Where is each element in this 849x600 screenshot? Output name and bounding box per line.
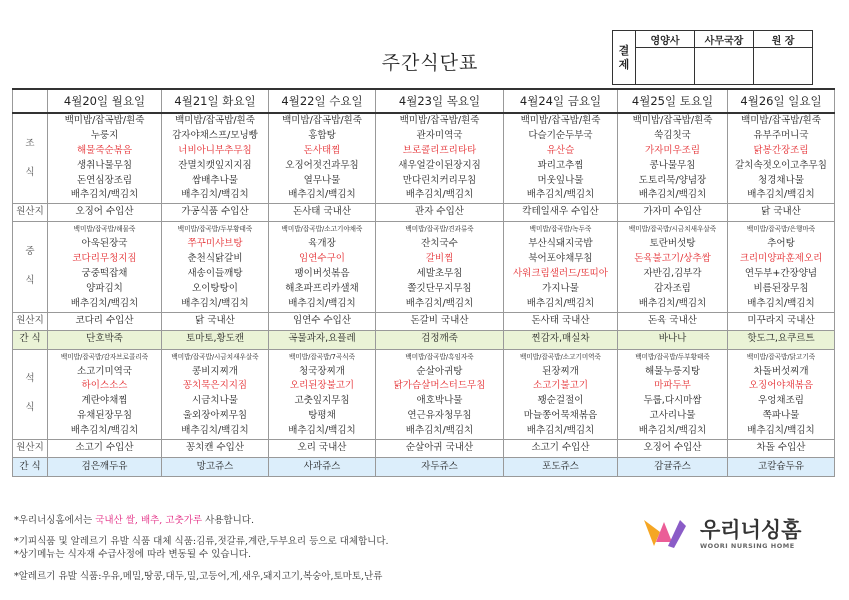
menu-item: 닭봉간장조림 [753, 144, 809, 156]
menu-item: 배추김치/백김치 [70, 189, 139, 201]
lunch-cell-day5 [504, 222, 618, 312]
menu-item: 브로콜리프리타타 [402, 144, 477, 156]
breakfast-cell-day5 [504, 113, 618, 204]
menu-item: 가자미우조림 [644, 144, 701, 156]
lunch-row [13, 222, 835, 312]
menu-item: 배추김치/백김치 [526, 189, 595, 201]
lunch-cell-day6 [618, 222, 728, 312]
menu-item: 탕평채 [308, 410, 336, 422]
menu-item: 백미밥/잡곡밥/녹두죽 [529, 225, 592, 234]
menu-item: 해초파프리카샐채 [285, 282, 359, 294]
menu-item: 백미밥/잡곡밥/해물죽 [73, 225, 136, 234]
snack2-cell-day2: 망고쥬스 [162, 458, 269, 477]
menu-item: 백미밥/잡곡밥/흰죽 [175, 115, 255, 126]
origin-cell: 가공식품 수입산 [162, 204, 269, 222]
breakfast-cell-day4 [376, 113, 504, 204]
breakfast-cell-day7 [728, 113, 835, 204]
snack2-cell-day7: 고칼슘두유 [728, 458, 835, 477]
lunch-cell-day7 [728, 222, 835, 312]
origin-label: 원산지 [13, 204, 48, 222]
origin-cell: 소고기 수입산 [48, 440, 162, 458]
origin-cell: 오징어 수입산 [618, 440, 728, 458]
menu-item: 궁중떡잡채 [81, 268, 128, 280]
dinner-cell-day2 [162, 349, 269, 439]
menu-item: 연두부+간장양념 [744, 268, 818, 280]
note-rice: *우리너싱홈에서는 국내산 쌀, 배추, 고춧가루 사용합니다. [14, 515, 254, 526]
menu-item: 가지나물 [542, 282, 579, 294]
snack-label: 간 식 [13, 330, 48, 349]
lunch-cell-day2 [162, 222, 269, 312]
approval-role-manager: 사무국장 [695, 31, 754, 48]
menu-item: 생취나물무침 [76, 159, 133, 171]
menu-item: 울외장아찌무침 [182, 410, 248, 422]
menu-item: 배추김치/백김치 [638, 425, 707, 437]
menu-item: 잔치국수 [421, 238, 458, 250]
menu-item: 배추김치/백김치 [288, 189, 356, 201]
dinner-cell-day3 [269, 349, 376, 439]
menu-item: 백미밥/잡곡밥/흰죽 [282, 115, 362, 126]
menu-item: 애호박나물 [416, 395, 463, 407]
day-header-row [13, 89, 835, 113]
menu-item: 백미밥/잡곡밥/소고기미역죽 [520, 352, 601, 361]
dinner-row [13, 349, 835, 439]
dinner-origin-row [13, 440, 835, 458]
menu-item: 시금치나물 [192, 395, 238, 407]
menu-item: 해물죽순볶음 [76, 144, 133, 156]
menu-item: 돈연심장조림 [76, 174, 133, 186]
menu-item: 오징어야채볶음 [748, 380, 814, 392]
menu-item: 하이스소스 [81, 380, 128, 392]
origin-cell: 미꾸라지 국내산 [728, 312, 835, 330]
menu-item: 꽹순걸절이 [537, 395, 584, 407]
menu-item: 크리미양파훈제오리 [739, 253, 823, 265]
menu-item: 꽁치묵은지지짐 [182, 380, 248, 392]
menu-item: 돈사태찜 [303, 144, 341, 156]
menu-item: 백미밥/잡곡밥/소고기야채죽 [281, 225, 363, 234]
origin-cell: 코다리 수입산 [48, 312, 162, 330]
menu-item: 배추김치/백김치 [181, 297, 249, 309]
menu-item: 춘천식닭갈비 [187, 253, 243, 265]
menu-item: 사워크림샐러드/또띠아 [513, 268, 608, 280]
lunch-cell-day1 [48, 222, 162, 312]
origin-cell: 오리 국내산 [269, 440, 376, 458]
menu-item: 열무나물 [303, 174, 341, 186]
snack1-cell-day6: 바나나 [618, 330, 728, 349]
origin-cell: 오징어 수입산 [48, 204, 162, 222]
breakfast-origin-row [13, 204, 835, 222]
dinner-cell-day1 [48, 349, 162, 439]
menu-item: 고춧잎지무침 [294, 395, 350, 407]
approval-role-dietitian: 영양사 [636, 31, 695, 48]
snack1-cell-day3: 곡물과자,요플레 [269, 330, 376, 349]
menu-item: 된장찌개 [542, 365, 579, 377]
menu-item: 백미밥/잡곡밥/닭고기죽 [746, 352, 816, 361]
origin-cell: 돈갈비 국내산 [376, 312, 504, 330]
snack1-cell-day1: 단호박죽 [48, 330, 162, 349]
menu-item: 백미밥/잡곡밥/시금치새우살죽 [171, 352, 259, 361]
origin-label: 원산지 [13, 440, 48, 458]
menu-item: 쭈꾸미샤브탕 [187, 238, 243, 250]
menu-item: 갈비찜 [425, 253, 454, 265]
menu-item: 머웃잎나물 [537, 174, 584, 186]
menu-item: 배추김치/백김치 [181, 425, 249, 437]
menu-item: 연근유자청무침 [407, 410, 472, 422]
menu-item: 소고기불고기 [532, 380, 589, 392]
menu-item: 비름된장무침 [753, 282, 809, 294]
menu-item: 청국장찌개 [299, 365, 345, 377]
menu-item: 쫄깃단무지무침 [407, 282, 472, 294]
weekly-menu-table [12, 88, 835, 477]
menu-item: 백미밥/잡곡밥/흰죽 [741, 115, 821, 126]
menu-item: 돈육불고기/상추쌈 [634, 253, 711, 265]
menu-item: 유부주머니국 [753, 129, 809, 141]
lunch-cell-day3 [269, 222, 376, 312]
menu-item: 콩나물무침 [649, 159, 696, 171]
menu-item: 팽이버섯볶음 [294, 268, 350, 280]
dinner-cell-day4 [376, 349, 504, 439]
breakfast-label: 조 식 [13, 113, 48, 204]
menu-item: 북어포야채무침 [528, 253, 593, 265]
menu-item: 백미밥/잡곡밥/은행마죽 [746, 225, 816, 234]
dinner-label: 석 식 [13, 349, 48, 439]
menu-item: 배추김치/백김치 [405, 425, 474, 437]
menu-item: 양파김치 [86, 282, 123, 294]
snack1-cell-day2: 토마토,황도캔 [162, 330, 269, 349]
lunch-label: 중 식 [13, 222, 48, 312]
menu-item: 계란야채찜 [81, 395, 128, 407]
menu-item: 우엉채조림 [758, 395, 804, 407]
approval-sign-cell[interactable] [636, 48, 695, 85]
snack2-cell-day4: 자두쥬스 [376, 458, 504, 477]
menu-item: 콩비지찌개 [192, 365, 238, 377]
menu-item: 잔멸치캣잎지지짐 [178, 159, 252, 171]
snack2-row [13, 458, 835, 477]
menu-item: 유산슬 [546, 144, 575, 156]
logo-subtitle: WOORI NURSING HOME [700, 542, 795, 550]
menu-item: 백미밥/잡곡밥/시금치새우살죽 [628, 225, 717, 234]
origin-label: 원산지 [13, 312, 48, 330]
note-menu-change: *상기메뉴는 식자재 수급사정에 따라 변동될 수 있습니다. [14, 549, 251, 560]
origin-cell: 소고기 수입산 [504, 440, 618, 458]
day-header-1: 4월20일 월요일 [48, 89, 162, 113]
menu-item: 감자야채스프/모닝빵 [172, 129, 258, 141]
menu-item: 차돌버섯찌개 [753, 365, 809, 377]
menu-item: 쪽파나물 [762, 410, 800, 422]
breakfast-cell-day6 [618, 113, 728, 204]
menu-item: 갈치속젓오이고추무침 [735, 159, 827, 171]
menu-item: 배추김치/백김치 [747, 189, 815, 201]
menu-item: 배추김치/백김치 [288, 297, 356, 309]
breakfast-row [13, 113, 835, 204]
menu-item: 코다리무청지짐 [72, 253, 137, 265]
day-header-7: 4월26일 일요일 [728, 89, 835, 113]
menu-item: 마늘쫑어묵채볶음 [523, 410, 598, 422]
snack2-cell-day3: 사과쥬스 [269, 458, 376, 477]
snack-label: 간 식 [13, 458, 48, 477]
menu-item: 배추김치/백김치 [526, 297, 595, 309]
menu-item: 토란버섯탕 [649, 238, 696, 250]
snack2-cell-day1: 검은깨두유 [48, 458, 162, 477]
lunch-cell-day4 [376, 222, 504, 312]
menu-item: 백미밥/잡곡밥/감자브로콜리죽 [60, 352, 149, 361]
menu-item: 만다린치커리무침 [402, 174, 477, 186]
breakfast-cell-day3 [269, 113, 376, 204]
menu-item: 배추김치/백김치 [747, 425, 815, 437]
origin-cell: 관자 수입산 [376, 204, 504, 222]
dinner-cell-day5 [504, 349, 618, 439]
menu-item: 다슬기순두부국 [528, 129, 593, 141]
menu-item: 관자미역국 [416, 129, 463, 141]
snack1-cell-day4: 검정깨죽 [376, 330, 504, 349]
lunch-origin-row [13, 312, 835, 330]
approval-box [612, 30, 813, 85]
note-allergens: *알레르기 유발 식품:우유,메밀,땅콩,대두,밀,고등어,게,새우,돼지고기,복숭아,토마토,난류 [14, 571, 383, 582]
menu-item: 배추김치/백김치 [181, 189, 249, 201]
menu-item: 배추김치/백김치 [638, 189, 707, 201]
menu-item: 도토리묵/양념장 [638, 174, 707, 186]
day-header-3: 4월22일 수요일 [269, 89, 376, 113]
menu-item: 새우얼갈이된장지짐 [398, 159, 481, 171]
menu-item: 오이탕탕이 [192, 282, 238, 294]
menu-item: 유채된장무침 [76, 410, 133, 422]
menu-item: 청경채나물 [758, 174, 804, 186]
dinner-cell-day7 [728, 349, 835, 439]
snack1-cell-day7: 핫도그,요쿠르트 [728, 330, 835, 349]
menu-item: 쌈배추나물 [192, 174, 238, 186]
approval-sign-cell[interactable] [695, 48, 754, 85]
menu-item: 육개장 [308, 238, 336, 250]
approval-sign-cell[interactable] [754, 48, 813, 85]
breakfast-cell-day1 [48, 113, 162, 204]
breakfast-cell-day2 [162, 113, 269, 204]
menu-item: 오리된장불고기 [289, 380, 355, 392]
menu-item: 임연수구이 [299, 253, 345, 265]
menu-item: 해물누룽지탕 [644, 365, 701, 377]
menu-item: 마파두부 [654, 380, 691, 392]
menu-item: 고사리나물 [649, 410, 696, 422]
dinner-cell-day6 [618, 349, 728, 439]
day-header-6: 4월25일 토요일 [618, 89, 728, 113]
menu-item: 배추김치/백김치 [747, 297, 815, 309]
origin-cell: 차돌 수입산 [728, 440, 835, 458]
menu-item: 아욱된장국 [81, 238, 128, 250]
menu-item: 너비아니부추무침 [178, 144, 252, 156]
menu-item: 배추김치/백김치 [70, 297, 139, 309]
menu-item: 백미밥/잡곡밥/흑임자죽 [405, 352, 474, 361]
menu-item: 백미밥/잡곡밥/흰죽 [399, 115, 480, 126]
origin-cell: 임연수 수입산 [269, 312, 376, 330]
menu-item: 배추김치/백김치 [638, 297, 707, 309]
menu-item: 오징어젓건과무침 [285, 159, 359, 171]
menu-item: 자반김,김부각 [643, 268, 702, 280]
origin-cell: 돈사태 국내산 [269, 204, 376, 222]
menu-item: 백미밥/잡곡밥/흰죽 [520, 115, 601, 126]
menu-item: 백미밥/잡곡밥/7곡식죽 [289, 352, 355, 361]
day-header-2: 4월21일 화요일 [162, 89, 269, 113]
menu-item: 배추김치/백김치 [288, 425, 356, 437]
page-title: 주간식단표 [381, 52, 479, 74]
origin-cell: 칵테일새우 수입산 [504, 204, 618, 222]
menu-item: 누룽지 [90, 129, 119, 141]
origin-cell: 가자미 수입산 [618, 204, 728, 222]
origin-cell: 돈사태 국내산 [504, 312, 618, 330]
origin-cell: 닭 국내산 [728, 204, 835, 222]
menu-item: 백미밥/잡곡밥/흰죽 [64, 115, 145, 126]
menu-item: 백미밥/잡곡밥/두부황태죽 [177, 225, 253, 234]
menu-item: 꽈리고추찜 [537, 159, 584, 171]
menu-item: 추어탕 [767, 238, 795, 250]
approval-side-label: 결 제 [613, 31, 636, 85]
snack2-cell-day6: 감귤쥬스 [618, 458, 728, 477]
menu-item: 세발초무침 [416, 268, 463, 280]
menu-item: 쑥김칫국 [654, 129, 691, 141]
menu-item: 부산식돼지국밥 [528, 238, 593, 250]
snack2-cell-day5: 포도쥬스 [504, 458, 618, 477]
logo-name: 우리너싱홈 [700, 518, 802, 542]
snack1-cell-day5: 찐감자,매실차 [504, 330, 618, 349]
menu-item: 감자조림 [654, 282, 691, 294]
menu-item: 소고기미역국 [76, 365, 133, 377]
day-header-4: 4월23일 목요일 [376, 89, 504, 113]
menu-item: 배추김치/백김치 [405, 297, 474, 309]
menu-item: 닭가슴살머스터드무침 [393, 380, 486, 392]
menu-item: 두룹,다시마쌈 [643, 395, 702, 407]
origin-cell: 돈육 국내산 [618, 312, 728, 330]
menu-item: 배추김치/백김치 [526, 425, 595, 437]
menu-item: 배추김치/백김치 [405, 189, 474, 201]
origin-cell: 닭 국내산 [162, 312, 269, 330]
snack1-row [13, 330, 835, 349]
menu-item: 홍합탕 [308, 129, 336, 141]
day-header-5: 4월24일 금요일 [504, 89, 618, 113]
menu-item: 순살아귀탕 [416, 365, 463, 377]
menu-item: 백미밥/잡곡밥/두부황태죽 [635, 352, 710, 361]
menu-item: 새송이들깨탕 [187, 268, 243, 280]
menu-item: 백미밥/잡곡밥/흰죽 [632, 115, 713, 126]
origin-cell: 순살아귀 국내산 [376, 440, 504, 458]
menu-item: 배추김치/백김치 [70, 425, 139, 437]
menu-item: 백미밥/잡곡밥/견과류죽 [405, 225, 474, 234]
corner-cell [13, 89, 48, 113]
note-allergy-substitute: *기피식품 및 알레르기 유발 식품 대체 식품:김류,젓갈류,계란,두부요리 등으로 대체합니다. [14, 536, 389, 547]
origin-cell: 꽁치캔 수입산 [162, 440, 269, 458]
approval-role-director: 원 장 [754, 31, 813, 48]
